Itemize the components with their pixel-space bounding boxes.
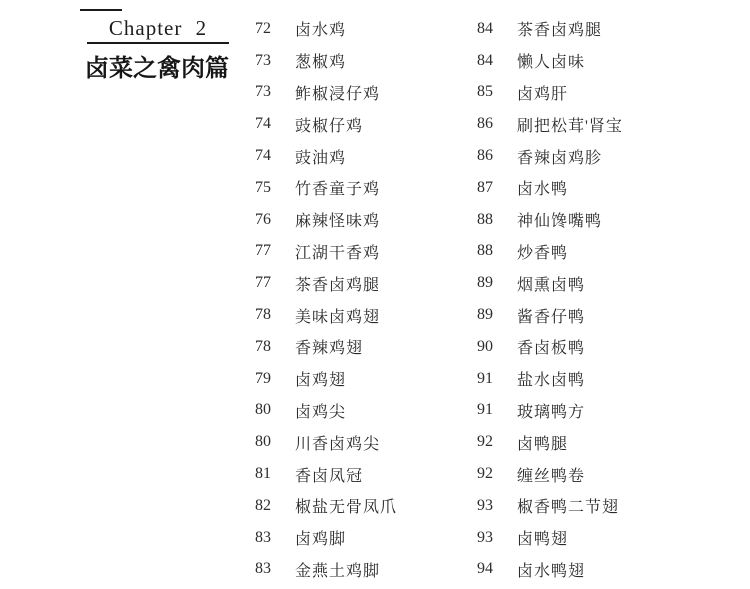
toc-page-number: 83	[255, 528, 271, 546]
toc-entry	[255, 267, 397, 299]
toc-entry	[477, 490, 623, 522]
toc-entry-title: 卤鸭翅	[517, 531, 569, 549]
toc-entry-title: 美味卤鸡翅	[295, 308, 381, 326]
toc-entry	[255, 426, 397, 458]
toc-page-number: 78	[255, 337, 271, 355]
toc-entry-title: 香卤板鸭	[517, 340, 586, 358]
toc-entry-title: 鲊椒浸仔鸡	[295, 85, 381, 103]
toc-page-number: 89	[477, 306, 493, 324]
toc-page-number: 77	[255, 242, 271, 260]
toc-entry-title: 金燕土鸡脚	[295, 562, 381, 580]
toc-entry	[255, 299, 397, 331]
toc-entry	[477, 395, 623, 427]
toc-entry-title: 盐水卤鸭	[517, 372, 586, 390]
toc-entry-title: 豉椒仔鸡	[295, 117, 364, 135]
toc-entry-title: 香辣鸡翅	[295, 340, 364, 358]
toc-entry	[477, 13, 623, 45]
chapter-label: Chapter 2	[108, 16, 208, 40]
toc-entry	[477, 172, 623, 204]
toc-entry	[255, 458, 397, 490]
toc-entry	[255, 77, 397, 109]
toc-entry-title: 椒盐无骨凤爪	[295, 499, 398, 517]
toc-entry	[255, 108, 397, 140]
toc-entry	[255, 554, 397, 586]
toc-entry	[477, 236, 623, 268]
toc-page-number: 89	[477, 274, 493, 292]
toc-page-number: 84	[477, 51, 493, 69]
toc-page-number: 79	[255, 369, 271, 387]
toc-entry	[477, 522, 623, 554]
toc-entry-title: 神仙馋嘴鸭	[517, 213, 603, 231]
toc-entry-title: 葱椒鸡	[295, 54, 347, 72]
toc-entry	[255, 172, 397, 204]
toc-page-number: 92	[477, 433, 493, 451]
toc-page-number: 76	[255, 210, 271, 228]
toc-entry	[477, 363, 623, 395]
toc-page-number: 73	[255, 83, 271, 101]
toc-page-number: 88	[477, 210, 493, 228]
toc-entry	[477, 554, 623, 586]
toc-entry-title: 卤水鸭翅	[517, 562, 586, 580]
toc-entry	[255, 490, 397, 522]
toc-page-number: 80	[255, 433, 271, 451]
toc-entry	[255, 13, 397, 45]
toc-page-number: 94	[477, 560, 493, 578]
toc-entry-title: 香卤凤冠	[295, 467, 364, 485]
header-rule	[87, 42, 229, 44]
toc-entry-title: 缠丝鸭卷	[517, 467, 586, 485]
toc-entry	[255, 331, 397, 363]
toc-page-number: 91	[477, 401, 493, 419]
toc-entry	[477, 426, 623, 458]
toc-page-number: 91	[477, 369, 493, 387]
toc-page-number: 82	[255, 496, 271, 514]
toc-entry	[477, 331, 623, 363]
toc-page-number: 87	[477, 178, 493, 196]
toc-entry-title: 酱香仔鸭	[517, 308, 586, 326]
toc-entry-title: 刷把松茸'肾宝	[517, 117, 623, 135]
toc-entry-title: 卤水鸭	[517, 181, 569, 199]
toc-entry-title: 卤鸡尖	[295, 403, 347, 421]
toc-entry-title: 江湖干香鸡	[295, 244, 381, 262]
toc-page-number: 77	[255, 274, 271, 292]
toc-entry-title: 椒香鸭二节翅	[517, 499, 620, 517]
toc-page-number: 73	[255, 51, 271, 69]
toc-entry-title: 竹香童子鸡	[295, 181, 381, 199]
toc-page-number: 88	[477, 242, 493, 260]
decorative-tick-line	[80, 9, 122, 11]
toc-entry	[477, 204, 623, 236]
toc-entry	[477, 267, 623, 299]
toc-entry-title: 卤鸭腿	[517, 435, 569, 453]
toc-entry	[477, 299, 623, 331]
toc-page-number: 75	[255, 178, 271, 196]
toc-entry	[255, 522, 397, 554]
toc-entry-title: 麻辣怪味鸡	[295, 213, 381, 231]
toc-page-number: 86	[477, 147, 493, 165]
toc-page-number: 80	[255, 401, 271, 419]
toc-entry	[255, 45, 397, 77]
toc-column-left	[255, 13, 397, 585]
toc-entry	[477, 108, 623, 140]
toc-entry	[255, 395, 397, 427]
toc-entry-title: 卤鸡肝	[517, 85, 569, 103]
toc-entry-title: 卤鸡脚	[295, 531, 347, 549]
toc-page-number: 93	[477, 496, 493, 514]
toc-page-number: 92	[477, 465, 493, 483]
toc-page-number: 93	[477, 528, 493, 546]
toc-entry-title: 川香卤鸡尖	[295, 435, 381, 453]
toc-page-number: 85	[477, 83, 493, 101]
toc-entry-title: 茶香卤鸡腿	[295, 276, 381, 294]
toc-page-number: 78	[255, 306, 271, 324]
toc-page-number: 83	[255, 560, 271, 578]
toc-entry	[255, 363, 397, 395]
toc-page-number: 74	[255, 115, 271, 133]
toc-entry-title: 茶香卤鸡腿	[517, 22, 603, 40]
toc-entry	[255, 204, 397, 236]
toc-entry-title: 炒香鸭	[517, 244, 569, 262]
toc-entry-title: 豉油鸡	[295, 149, 347, 167]
toc-entry	[477, 45, 623, 77]
toc-page-number: 74	[255, 147, 271, 165]
toc-entry-title: 烟熏卤鸭	[517, 276, 586, 294]
toc-page-number: 72	[255, 19, 271, 37]
toc-entry-title: 玻璃鸭方	[517, 403, 586, 421]
toc-entry-title: 卤鸡翅	[295, 372, 347, 390]
toc-entry-title: 卤水鸡	[295, 22, 347, 40]
toc-entry	[477, 140, 623, 172]
toc-page-number: 86	[477, 115, 493, 133]
chapter-title: 卤菜之禽肉篇	[85, 56, 229, 82]
toc-column-right	[477, 13, 623, 585]
toc-entry	[477, 77, 623, 109]
toc-page-number: 90	[477, 337, 493, 355]
toc-page-number: 81	[255, 465, 271, 483]
toc-entry	[255, 140, 397, 172]
toc-entry-title: 香辣卤鸡胗	[517, 149, 603, 167]
toc-entry	[255, 236, 397, 268]
toc-entry	[477, 458, 623, 490]
toc-page-number: 84	[477, 19, 493, 37]
toc-entry-title: 懒人卤味	[517, 54, 586, 72]
